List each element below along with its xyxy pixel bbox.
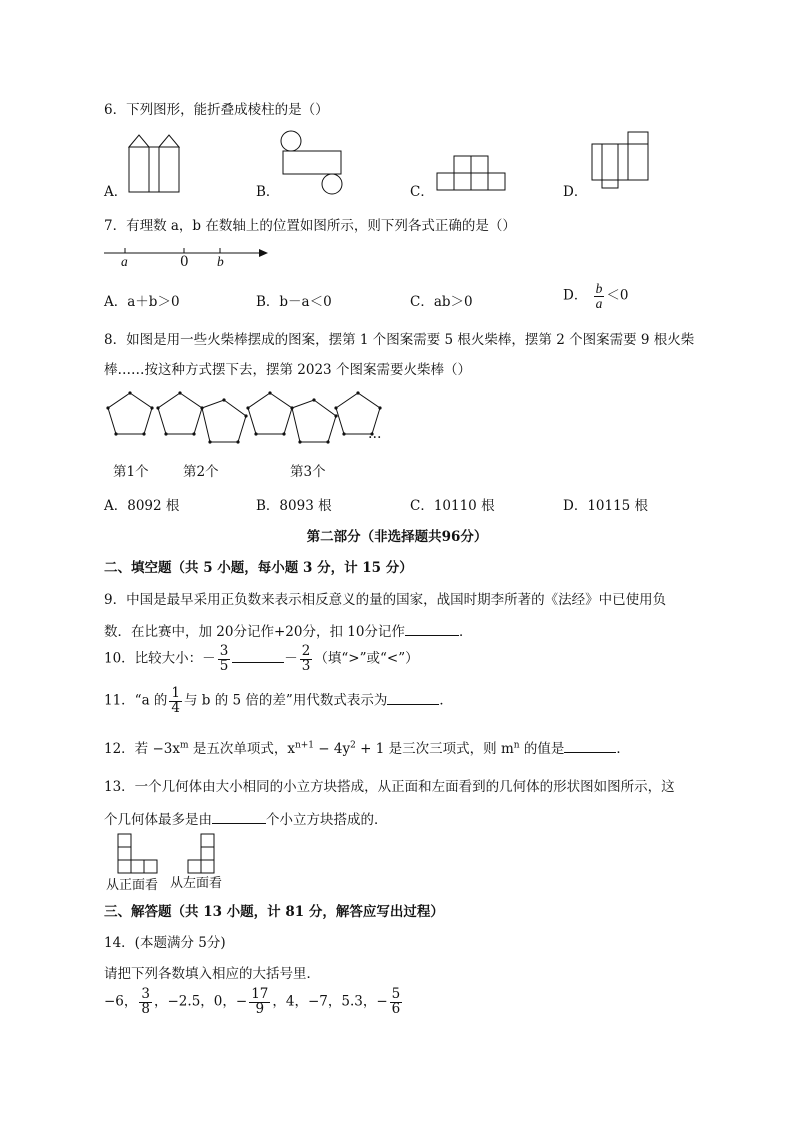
q6-figure-c: [434, 154, 514, 194]
q13-line1: 13．一个几何体由大小相同的小立方块搭成，从正面和左面看到的几何体的形状图如图所示，这: [104, 779, 675, 795]
q9-answer-blank[interactable]: [405, 634, 459, 636]
q12-exponent-1: m: [179, 740, 189, 751]
q9-line2-text: 数．在比赛中，加 20分记作+20分，扣 10分记作: [104, 624, 405, 640]
q7-option-b[interactable]: B．b－a＜0: [256, 294, 332, 310]
q7-option-d-fraction: [594, 282, 605, 310]
fraction-numerator: b: [595, 281, 603, 296]
q12-text-3: − 4y: [314, 741, 351, 757]
fraction-numerator: 17: [251, 986, 269, 1002]
fraction-numerator: 5: [391, 986, 401, 1002]
q14-title: 14．(本题满分 5分): [104, 935, 226, 951]
q7-option-d[interactable]: [563, 282, 628, 310]
q11-line: [104, 687, 453, 715]
fraction-denominator: 8: [141, 1000, 150, 1017]
q11-fraction: [169, 687, 182, 715]
q9-end: ．: [458, 624, 473, 640]
q14-fraction-2: [249, 988, 270, 1016]
q6-option-a-label[interactable]: A．: [104, 184, 128, 200]
fraction-denominator: 6: [391, 1000, 401, 1017]
q14-fraction-1: [139, 988, 152, 1016]
q12-answer-blank[interactable]: [564, 751, 616, 753]
q14-number-list: [104, 988, 404, 1016]
fraction-numerator: 3: [219, 643, 229, 659]
q12-exponent-4: n: [513, 740, 520, 751]
fraction-numerator: 1: [171, 685, 181, 701]
q12-exponent-2: n+1: [294, 740, 315, 751]
fraction-numerator: 2: [301, 643, 311, 659]
q10-answer-blank[interactable]: [232, 661, 284, 663]
q6-stem: 6．下列图形，能折叠成棱柱的是（）: [104, 102, 329, 118]
q8-option-b[interactable]: B．8093 根: [256, 498, 332, 514]
q10-suffix: （填“>”或“<”）: [314, 650, 419, 667]
q6-option-d-label[interactable]: D．: [563, 184, 588, 200]
q8-matchstick-patterns: [100, 388, 390, 444]
q11-prefix: 11．“a 的: [104, 692, 168, 709]
q9-line2: [104, 620, 472, 640]
q14-instruction: 请把下列各数填入相应的大括号里．: [104, 966, 320, 982]
q14-numbers-1: −6，: [104, 993, 138, 1010]
fraction-denominator: 9: [255, 1000, 265, 1017]
q10-line: [104, 645, 419, 673]
q6-option-c-label[interactable]: C．: [410, 184, 434, 200]
q8-pattern-label-2: 第2个: [183, 464, 219, 480]
q13-front-view-label: 从正面看: [106, 878, 159, 893]
q8-stem-line1: 8．如图是用一些火柴棒摆成的图案，摆第 1 个图案需要 5 根火柴棒，摆第 2 个图案需要 9 根火柴: [104, 332, 695, 348]
section3-title: 三、解答题（共 13 小题，计 81 分，解答应写出过程）: [104, 904, 444, 920]
q8-pattern-label-1: 第1个: [113, 464, 149, 480]
q14-fraction-3: [390, 988, 403, 1016]
q8-ellipsis: …: [368, 426, 382, 442]
q7-axis-label-b: b: [217, 254, 224, 269]
q6-figure-b: [278, 128, 348, 194]
fraction-denominator: 5: [219, 657, 229, 674]
q6-figure-d: [590, 130, 660, 192]
q11-end: ．: [439, 692, 453, 709]
q13-left-view-label: 从左面看: [170, 876, 223, 891]
q12-end: ．: [616, 741, 630, 757]
q12-text-1: 12．若 −3x: [104, 741, 180, 757]
q6-figure-a: [126, 132, 186, 194]
fraction-denominator: 3: [301, 657, 311, 674]
q7-stem: 7．有理数 a，b 在数轴上的位置如图所示，则下列各式正确的是（）: [104, 218, 516, 234]
q13-front-view: [116, 832, 166, 876]
q12-line: [104, 737, 630, 757]
q8-pattern-label-3: 第3个: [290, 464, 326, 480]
q7-option-a[interactable]: A．a＋b＞0: [104, 294, 180, 310]
q6-option-b-label[interactable]: B．: [256, 184, 280, 200]
fraction-denominator: 4: [171, 699, 181, 716]
q13-left-view: [186, 832, 226, 876]
section2-title: 二、填空题（共 5 小题，每小题 3 分，计 15 分）: [104, 560, 413, 576]
q10-fraction-1: [218, 645, 231, 673]
q7-option-c[interactable]: C．ab＞0: [410, 294, 473, 310]
fraction-numerator: 3: [141, 986, 150, 1002]
q9-line1: 9．中国是最早采用正负数来表示相反意义的量的国家，战国时期李所著的《法经》中已使用负: [104, 592, 667, 608]
q12-exponent-3: 2: [350, 740, 356, 751]
q7-option-d-rest: ＜0: [606, 287, 629, 304]
q13-line2-end: 个小立方块搭成的．: [266, 812, 388, 828]
q12-text-5: 的值是: [519, 741, 565, 757]
q10-minus: －: [284, 650, 298, 667]
q10-fraction-2: [300, 645, 313, 673]
q13-line2-start: 个几何体最多是由: [104, 812, 212, 828]
q8-option-c[interactable]: C．10110 根: [410, 498, 495, 514]
q7-axis-label-0: 0: [180, 254, 189, 270]
q10-prefix: 10．比较大小：－: [104, 650, 216, 667]
q14-numbers-2: ，−2.5，0，−: [154, 993, 248, 1010]
q14-numbers-3: ，4，−7，5.3，−: [272, 993, 388, 1010]
q7-option-d-label: D．: [563, 287, 588, 304]
q13-line2: [104, 808, 388, 828]
q7-axis-label-a: a: [121, 254, 128, 269]
q8-option-d[interactable]: D．10115 根: [563, 498, 649, 514]
fraction-denominator: a: [595, 295, 603, 311]
q12-text-2: 是五次单项式，x: [188, 741, 295, 757]
part2-title: 第二部分（非选择题共96分）: [306, 529, 488, 545]
q8-stem-line2: 棒……按这种方式摆下去，摆第 2023 个图案需要火柴棒（）: [104, 362, 471, 378]
q8-option-a[interactable]: A．8092 根: [104, 498, 180, 514]
q13-answer-blank[interactable]: [212, 822, 266, 824]
q11-suffix: 与 b 的 5 倍的差”用代数式表示为: [184, 692, 388, 709]
q11-answer-blank[interactable]: [387, 703, 439, 705]
q12-text-4: + 1 是三次三项式，则 m: [355, 741, 514, 757]
